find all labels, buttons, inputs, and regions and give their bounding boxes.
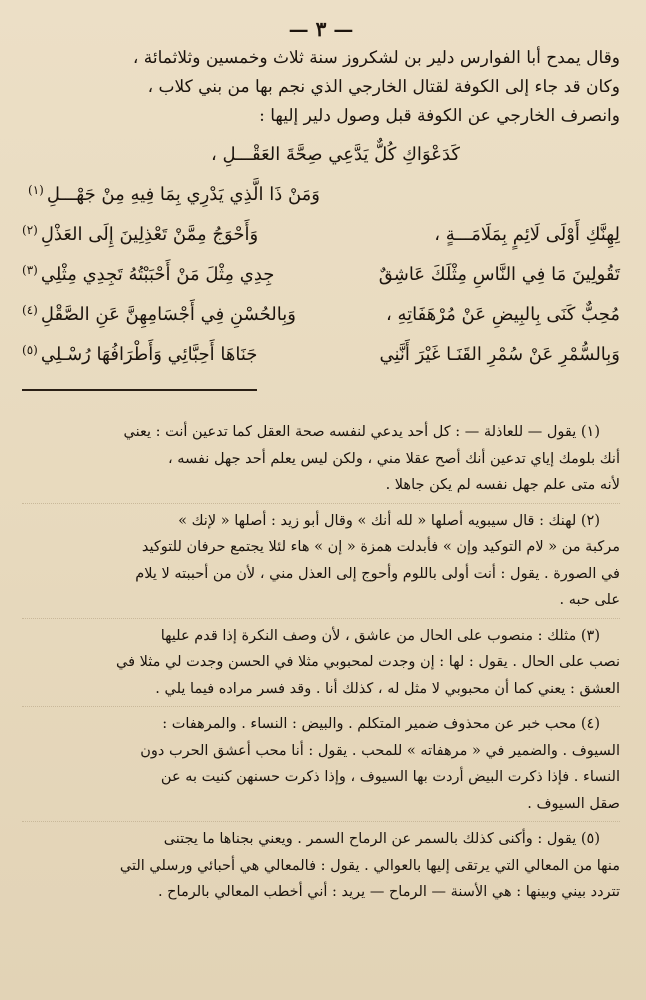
intro-line: وقال يمدح أبا الفوارس دلير بن لشكروز سنة ثلاث وخمسين وثلاثمائة ، — [132, 48, 620, 68]
verse-hemistich: وَبِالحُسْنِ فِي أَجْسَامِهِنَّ عَنِ الصَّقْلِ$^{(٤)}$ — [22, 303, 296, 325]
footnote-line: النساء . فإذا ذكرت البيض أردت بها السيوف ، وإذا ذكرت حسنهن كنيت به عن — [160, 769, 620, 785]
page-number: — ٣ — — [288, 17, 354, 41]
verse-hemistich: جَنَاهَا أَحِبَّائِي وَأَطْرَافُهَا رُسْـلِي$^{(٥)}$ — [22, 343, 258, 365]
intro-line: وكان قد جاء إلى الكوفة لقتال الخارجي الذي نجم بها من بني كلاب ، — [147, 77, 620, 97]
footnote-marker: (٤) — [22, 303, 38, 317]
verse-line — [22, 335, 620, 375]
footnote-line: السيوف . والضمير في « مرهفاته » للمحب . يقول : أنا محب أعشق الحرب دون — [140, 742, 620, 759]
footnote-line: صقل السيوف . — [527, 795, 620, 812]
verse-hemistich: كَدَعْوَاكِ كُلٌّ يَدَّعِي صِحَّةَ العَقْـــلِ ، — [211, 144, 460, 165]
footnote — [22, 711, 620, 822]
footnote-marker: (١) — [28, 183, 44, 197]
footnote-marker: (٥) — [22, 343, 38, 357]
footnote-marker: (٢) — [22, 223, 38, 237]
footnote-line: العشق : يعني كما أن محبوبي لا مثل له ، كذلك أنا . وقد فسر مراده فيما يلي . — [155, 680, 620, 697]
verse-line — [22, 175, 620, 215]
footnotes — [22, 419, 620, 910]
verse-hemistich: مُحِبٌّ كَنَى بِالبِيضِ عَنْ مُرْهَفَاتِهِ ، — [385, 304, 620, 325]
intro-paragraph — [22, 44, 620, 131]
footnote-line: مركبة من « لام التوكيد وإن » فأبدلت همزة « إن » هاء لئلا يجتمع حرفان للتوكيد — [141, 539, 620, 555]
footnote — [22, 623, 620, 708]
footnote — [22, 826, 620, 910]
footnote-line: أنك بلومك إياي تدعين أنك أصح عقلا مني ، ولكن ليس يعلم أحد جهل نفسه ، — [167, 450, 620, 467]
verse-line — [22, 255, 620, 295]
footnote-line: تتردد بيني وبينها : هي الأسنة — الرماح — يريد : أني أخطب المعالي بالرماح . — [157, 884, 620, 900]
verse-line — [22, 135, 620, 175]
verse-hemistich: لِهِنَّكِ أَوْلَى لَائِمٍ بِمَلَامَـــةٍ ، — [434, 224, 620, 245]
verse-hemistich: وَبِالسُّمْرِ عَنْ سُمْرِ القَنَـا غَيْرَ أَنَّنِي — [379, 344, 620, 365]
footnote-line: لأنه متى علم جهل نفسه لم يكن جاهلا . — [385, 477, 620, 493]
footnote-line: (٥) يقول : وأكنى كذلك بالسمر عن الرماح السمر . ويعني بجناها ما يجتنى — [163, 831, 600, 847]
footnote-line: (٤) محب خبر عن محذوف ضمير المتكلم . والبيض : النساء . والمرهفات : — [162, 716, 600, 732]
footnote-line: في الصورة . يقول : أنت أولى باللوم وأحوج إلى العذل مني ، لأن من أحببته لا يلام — [135, 565, 620, 582]
footnote-line: (٣) مثلك : منصوب على الحال من عاشق ، لأن وصف النكرة إذا قدم عليها — [160, 627, 600, 644]
verse-hemistich: وَأَحْوَجُ مِمَّنْ تَعْذِلِينَ إِلَى العَذْلِ$^{(٢)}$ — [22, 223, 259, 245]
footnote-marker: (٣) — [22, 263, 38, 277]
verse-hemistich: جِدِي مِثْلَ مَنْ أَحْبَبْتُهُ تَجِدِي مِثْلِي$^{(٣)}$ — [22, 263, 275, 285]
verse-line — [22, 295, 620, 335]
verse-hemistich: تَقُولِينَ مَا فِي النَّاسِ مِثْلَكَ عَاشِقٌ — [378, 264, 620, 285]
intro-line: وانصرف الخارجي عن الكوفة قبل وصول دلير إليها : — [259, 106, 620, 126]
footnote — [22, 419, 620, 504]
footnote-separator — [22, 389, 620, 419]
footnote-line: منها من المعالي التي يرتقى إليها بالعوالي . يقول : فالمعالي هي أحبائي ورسلي التي — [119, 857, 620, 874]
footnote-line: (٢) لهنك : قال سيبويه أصلها « لله أنك » وقال أبو زيد : أصلها « لإنك » — [178, 512, 600, 529]
verse-line — [22, 215, 620, 255]
verse-hemistich: وَمَنْ ذَا الَّذِي يَدْرِي بِمَا فِيهِ مِنْ جَهْـــلِ$^{(١)}$ — [28, 183, 321, 205]
footnote-line: (١) يقول — للعاذلة — : كل أحد يدعي لنفسه صحة العقل كما تدعين أنت : يعني — [123, 424, 600, 440]
poem — [22, 135, 620, 375]
footnote-line: على حبه . — [559, 592, 620, 608]
footnote-line: نصب على الحال . يقول : لها : إن وجدت لمحبوبي مثلا في الحسن وجدت لي مثلا في — [116, 654, 620, 670]
footnote — [22, 508, 620, 619]
